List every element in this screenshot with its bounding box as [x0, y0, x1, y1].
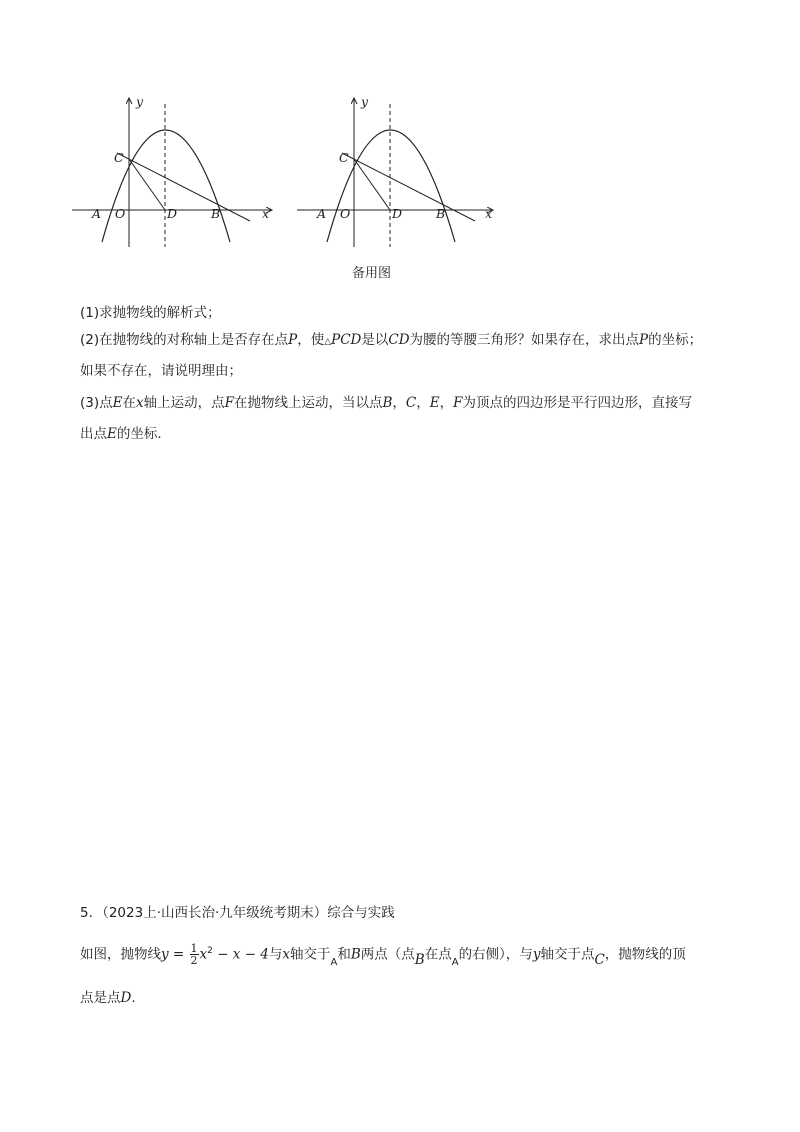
text: 出点 [80, 426, 107, 442]
point-d: D [120, 990, 132, 1006]
q5-header: 5．（2023上·山西长治·九年级统考期末）综合与实践 [80, 905, 395, 921]
label-d: D [392, 206, 403, 221]
label-y: y [361, 94, 369, 109]
fraction-denominator: 2 [190, 954, 198, 967]
text: ， [416, 395, 430, 411]
label-c: C [339, 150, 349, 165]
text: 的坐标； [648, 332, 703, 348]
point-b: B [414, 951, 425, 968]
text: ，使 [297, 332, 325, 348]
point-c: C [594, 951, 605, 968]
text: 在抛物线上运动，当以点 [233, 395, 383, 411]
label-x: x [262, 206, 270, 221]
math-y: y [532, 946, 541, 963]
text: 轴交于 [290, 946, 331, 963]
text: 与 [268, 946, 283, 963]
figure-graph-1 [72, 92, 282, 252]
segment-cd [354, 159, 390, 210]
parabola-graph [72, 92, 282, 252]
label-d: D [167, 206, 178, 221]
label-b: B [211, 206, 221, 221]
text: 轴交于点 [540, 946, 595, 963]
point-a: A [451, 956, 459, 968]
exponent: 2 [207, 946, 213, 956]
q4-part3-line2 [80, 424, 162, 444]
q5-intro-line2 [80, 988, 136, 1008]
q4-part1: (1)求抛物线的解析式； [80, 305, 221, 321]
math-c: C [405, 395, 417, 411]
fraction-numerator: 1 [190, 942, 198, 955]
label-a: A [92, 206, 102, 221]
fraction [190, 943, 199, 966]
math-y: y [161, 946, 169, 963]
text: . [131, 990, 136, 1006]
label-o: O [340, 206, 351, 221]
math-pcd: PCD [331, 332, 362, 348]
math-cd: CD [388, 332, 410, 348]
point-b: B [350, 946, 361, 963]
text: 为顶点的四边形是平行四边形，直接写 [462, 395, 692, 411]
math-p: P [288, 332, 298, 348]
text: 为腰的等腰三角形？如果存在，求出点 [409, 332, 640, 348]
text: (2)在抛物线的对称轴上是否存在点 [80, 332, 289, 348]
text: (3)点 [80, 395, 113, 411]
label-y: y [136, 94, 144, 109]
text: 如图，抛物线 [80, 946, 161, 963]
segment-cd [129, 159, 165, 210]
q4-part2 [80, 330, 702, 352]
text: 在点 [424, 946, 452, 963]
label-a: A [317, 206, 327, 221]
math-f: F [224, 395, 234, 411]
q4-part2-line2: 如果不存在，请说明理由； [80, 363, 242, 379]
math-e: E [107, 426, 117, 442]
line-cb [342, 153, 475, 221]
text: 两点（点 [360, 946, 415, 963]
math-p: P [639, 332, 649, 348]
math-rest: − x − 4 [212, 946, 269, 963]
figure-graph-2 [297, 92, 507, 252]
point-a: A [330, 956, 338, 968]
text: 在 [122, 395, 136, 411]
math-f: F [453, 395, 463, 411]
text: 的坐标. [116, 426, 162, 442]
parabola-curve [102, 130, 230, 242]
math-e: E [429, 395, 440, 411]
math-e: E [112, 395, 123, 411]
label-x: x [485, 206, 493, 221]
text: 点是点 [80, 990, 121, 1006]
math-x: x [135, 395, 144, 411]
q5-intro [80, 941, 686, 967]
math-b: B [382, 395, 393, 411]
math-x: x [282, 946, 291, 963]
label-c: C [114, 150, 124, 165]
text: ，抛物线的顶 [604, 946, 686, 963]
q4-part3 [80, 393, 692, 413]
text: ， [439, 395, 454, 411]
figure-caption: 备用图 [352, 266, 392, 281]
math-eq: = [168, 946, 189, 963]
triangle-symbol: △ [324, 337, 332, 347]
math-x: x [199, 946, 208, 963]
parabola-graph-backup [297, 92, 507, 252]
text: 是以 [361, 332, 389, 348]
line-cb [117, 153, 250, 221]
label-o: O [115, 206, 126, 221]
text: ， [392, 395, 406, 411]
text: 轴上运动，点 [143, 395, 225, 411]
text: 和 [337, 946, 351, 963]
text: 的右侧），与 [458, 946, 533, 963]
parabola-curve [327, 130, 455, 242]
label-b: B [436, 206, 446, 221]
